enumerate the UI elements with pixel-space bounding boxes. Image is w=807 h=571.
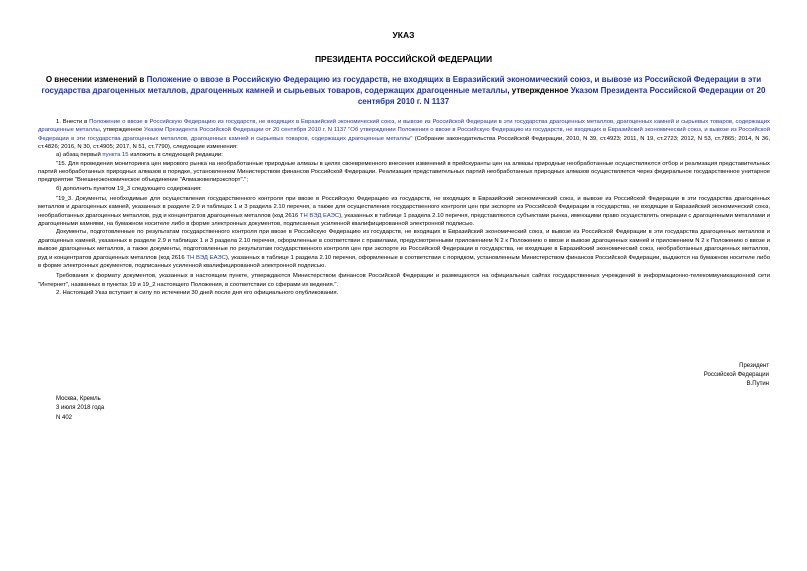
paragraph-4: б) дополнить пунктом 19_3 следующего содержания: <box>56 185 202 192</box>
paragraph-6 <box>38 228 770 270</box>
place-date-block <box>56 395 104 423</box>
paragraph-7: Требования к формату документов, указанных в настоящем пункте, утверждаются Министерством финансов Российской Федерации и размещаются на официальных сайтах государственных учреждений в информационно-телекоммуникационной сети "Интернет", названных в пунктах 19 и 19_2 настоящего Положения, в соответствии со сферами их ведения.". <box>38 273 770 288</box>
signature-country: Российской Федерации <box>703 372 769 378</box>
p2-text-a: а) абзац первый <box>56 152 103 159</box>
title-link-decree[interactable]: Указом Президента Российской Федерации от 20 сентября 2010 г. N 1137 <box>357 86 766 106</box>
p6-link-tnved[interactable]: ТН ВЭД ЕАЭС <box>186 254 226 261</box>
place-city: Москва, Кремль <box>56 396 101 402</box>
p1-text-b: , утвержденное <box>99 127 144 134</box>
p6-text-b: ), указанных в таблице 1 раздела 2.10 перечня, оформленные в соответствии с порядком, установленным Министерством финансов Российской Федерации, выдаются на бумажном носителе либо в форме электронных документов, подписанных усиленной квалифицированной электронной подписью. <box>38 254 770 269</box>
document-body <box>38 118 770 297</box>
document-kind: УКАЗ <box>392 30 415 40</box>
paragraph-5 <box>38 195 770 228</box>
p2-link-clause-15[interactable]: пункта 15 <box>102 152 129 159</box>
document-number: N 402 <box>56 414 73 421</box>
p1-text-a: 1. Внести в <box>56 119 90 125</box>
p1-link-decree[interactable]: Указом Президента Российской Федерации от 20 сентября 2010 г. N 1137 "Об утверждении Положения о ввозе в Российскую Федерацию из государств, не входящих в Евразийский экономический союз, и вывозе из Российской Федерации в эти государства драгоценных металлов, драгоценных камней и сырьевых товаров, содержащих драгоценные металлы" <box>38 127 770 142</box>
paragraph-2 <box>38 151 770 159</box>
paragraph-3: "15. Для проведения мониторинга цен мирового рынка на необработанные природные алмазы в целях своевременного внесения изменений в прейскуранты цен на алмазы природные необработанные осуществляются отбор и реализация представительных партий необработанных природных алмазов в порядке, установленном Министерством финансов Российской Федерации. Реализация представительных партий необработанных природных алмазов осуществляется через федеральное государственное унитарное предприятие "Внешнеэкономическое объединение "Алмазювелирэкспорт"."; <box>38 160 770 184</box>
p5-text-b: ), указанных в таблице 1 раздела 2.10 перечня, представляются субъектами рынка, имеющими право осуществлять операции с драгоценными металлами и драгоценными камнями, на бумажном носителе либо в форме электронных документов, подписанных усиленной квалифицированной электронной подписью. <box>38 212 770 228</box>
title-link-regulation[interactable]: Положение о ввозе в Российскую Федерацию из государств, не входящих в Евразийский экономический союз, и вывозе из Российской Федерации в эти государства драгоценных металлов, драгоценных камней и сырьевых товаров, содержащих драгоценные металлы <box>41 75 762 95</box>
title-middle: , утвержденное <box>507 86 571 95</box>
signature-title: Президент <box>739 363 769 369</box>
paragraph-1 <box>38 118 770 151</box>
signature-block <box>704 362 769 389</box>
document-issuer: ПРЕЗИДЕНТА РОССИЙСКОЙ ФЕДЕРАЦИИ <box>314 54 493 64</box>
p6-text-a: Документы, подготовленные по результатам государственного контроля при ввозе в Российскую Федерацию из государств, не входящих в Евразийский экономический союз, и вывозе из Российской Федерации в эти государства драгоценных металлов и драгоценных камней, указанных в разделе 2.9 и таблицах 1 и 3 раздела 2.10 перечня, оформленные в соответствии с правилами, предусмотренными приложением N 2 к Положению о ввозе и вывозе драгоценных камней и приложением N 2 к Положению о ввозе и вывозе драгоценных металлов, а также документы, подготовленные по результатам государственного контроля цен при экспорте из Российской Федерации в государства, не входящие в Евразийский экономический союз, необработанных драгоценных металлов, руд и концентратов драгоценных металлов (код 2616 <box>38 229 770 261</box>
place-date: 3 июля 2018 года <box>56 405 105 412</box>
signature-name: В.Путин <box>746 381 769 387</box>
document-title <box>40 74 767 107</box>
p1-link-regulation[interactable]: Положение о ввозе в Российскую Федерацию из государств, не входящих в Евразийский экономический союз, и вывозе из Российской Федерации в эти государства драгоценных металлов, драгоценных камней и сырьевых товаров, содержащих драгоценные металлы <box>38 119 770 134</box>
paragraph-8: 2. Настоящий Указ вступает в силу по истечении 30 дней после дня его официального опубликования. <box>56 289 339 296</box>
p5-link-tnved[interactable]: ТН ВЭД ЕАЭС <box>299 212 340 219</box>
p5-text-a: "19_3. Документы, необходимые для осуществления государственного контроля при ввозе в Российскую Федерацию из государств, не входящих в Евразийский экономический союз, и вывозе из Российской Федерации в эти государства драгоценных металлов и драгоценных камней, указанных в разделе 2.9 и таблицах 1 и 3 раздела 2.10 перечня, а также для осуществления государственного контроля цен при экспорте из Российской Федерации в государства, не входящие в Евразийский экономический союз, необработанных драгоценных металлов, руд и концентратов драгоценных металлов (код 2616 <box>38 196 770 219</box>
title-lead: О внесении изменений в <box>45 75 147 84</box>
p1-text-c: (Собрание законодательства Российской Федерации, 2010, N 39, ст.4923; 2011, N 19, ст.2723; 2012, N 53, ст.7865; 2014, N 36, ст.4826; 2016, N 30, ст.4905; 2017, N 51, ст.7790), следующие изменения: <box>38 135 770 151</box>
p2-text-b: изложить в следующей редакции: <box>128 152 223 159</box>
